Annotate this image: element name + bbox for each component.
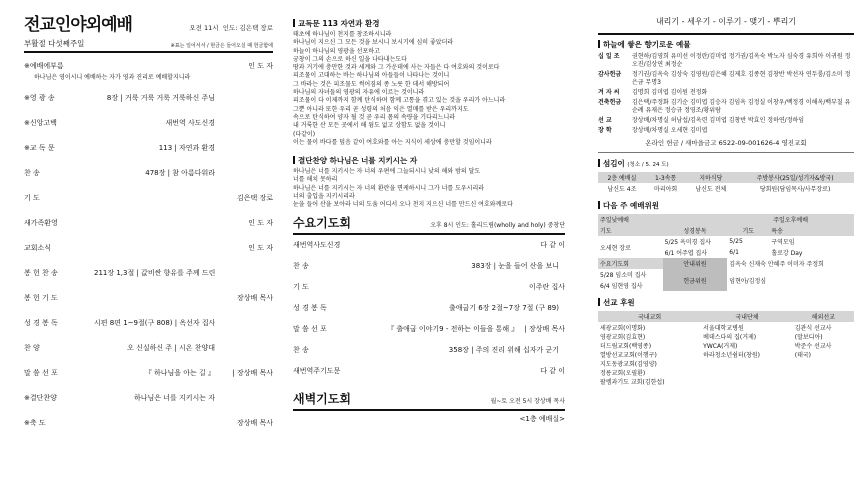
order-detail: 출애굽기 6장 2절~7장 7절 (구 89) (448, 304, 559, 313)
order-detail: 새번역 사도신경 (165, 118, 215, 127)
order-row (24, 85, 273, 110)
offering-title: 하늘에 쌓은 향기로운 예물 (598, 39, 854, 50)
order-leader: 이주란 집사 (528, 283, 565, 292)
mission-item: 하라청소년쉼터(창원) (703, 352, 761, 359)
offering-label: 건축헌금 (598, 99, 622, 106)
offering-label: 십 일 조 (598, 53, 620, 60)
mission-item: 영광교회(김효현) (600, 334, 646, 341)
order-leader: 장상배 목사 (236, 418, 273, 427)
order-label: ※교 독 문 (24, 143, 55, 152)
order-label: ※축 도 (24, 418, 46, 427)
mission-item: 베데스다의 집(거제) (703, 334, 757, 341)
mission-item: (말보디아) (794, 334, 823, 341)
order-leader: 다 같 이 (540, 367, 565, 376)
mission-item: 박준수 선교사 (794, 343, 832, 350)
lyric-line: 너의 출입을 지키시리라 (293, 193, 355, 201)
order-label: 성 경 봉 독 (24, 318, 58, 327)
order-leader: 인 도 자 (248, 218, 273, 227)
mission-item: 김관식 선교사 (794, 325, 832, 332)
order-detail: 시편 8편 1~9절(구 808) | 옥선자 집사 (94, 318, 215, 327)
offering-names: 김명희 김미엽 김이원 전정화 (632, 89, 708, 96)
wednesday-meta: 오후 8시 인도: 홀리드림(wholly and holy) 중창단 (430, 221, 565, 229)
order-row (24, 260, 273, 285)
order-leader: 장상배 목사 (236, 293, 273, 302)
offering-names: 장상배/차명실 허남섭/김옥련 김미엽 김창반 박효인 정하연/정하임 (632, 117, 805, 124)
reading-line: 태초에 하나님이 천지를 창조하시니라 (293, 31, 392, 38)
offering-row (598, 99, 854, 115)
standing-note: ※표는 일어서서 / 현금은 들어오실 때 헌금함에 (170, 43, 273, 49)
mission-col (701, 322, 793, 387)
church-motto: 내리기 - 세우기 - 이루기 - 맺기 - 뿌리기 (655, 17, 797, 26)
order-leader: 인 도 자 (248, 61, 273, 70)
order-leader: 인 도 자 (248, 243, 273, 252)
reading-line: 그뿐 아니라 또한 우리 곧 성령의 처음 익은 열매를 받은 우리까지도 (293, 105, 469, 113)
order-label: 찬 송 (293, 346, 309, 355)
mission-item: 더드림교회(백영종) (600, 343, 652, 350)
offering-names: 장상배/차명실 오세현 김미엽 (632, 127, 708, 134)
servers-table (598, 172, 854, 194)
servers-title: 섬김이 (청소 / 5. 24 도) (598, 158, 854, 169)
server-cell: 마리아회 (654, 186, 678, 193)
order-label: 찬 송 (24, 168, 40, 177)
order-detail: 478장 | 참 아름다워라 (145, 168, 215, 177)
order-detail: 오 신실하신 주 | 시온 찬양대 (127, 343, 215, 352)
server-cell: 당회원(담임목사/사무장로) (759, 186, 831, 193)
service-header (24, 10, 273, 35)
offering-label: 겨 자 씨 (598, 89, 620, 96)
order-row (24, 335, 273, 360)
order-label: 말 씀 선 포 (24, 368, 58, 377)
wednesday-title: 수요기도회 (293, 215, 351, 230)
server-head: 주방봉사(25일/성기자&방국) (756, 175, 834, 182)
reading-line: 그 바라는 것은 피조물도 썩어짐의 종 노릇 한 데서 해방되어 (293, 80, 450, 88)
order-detail: 『 하나님을 아는 길 』 (144, 368, 215, 377)
next-week-table: 주일낮예배 주일오후예배 기도 성경봉독 기도 특송 오세현 장로 5/25 옥미경 집사 5/25 구역모임 6/1 어주엽 집사 6/1 홀로강 Day 수요기도회 안내위원 김옥숙 신재숙 안혜주 이미자 주정희 5/28 임소미 집사 헌금위원 임현아/김정심 6/4 임현영 집사 (598, 214, 854, 291)
left-column (0, 0, 283, 481)
order-label: 새번역사도신경 (293, 241, 341, 250)
decision-song-lyrics (293, 168, 565, 209)
responsive-reading-title: 교독문 113 자연과 환경 (293, 18, 565, 29)
order-row (24, 410, 273, 435)
order-leader: 김은택 장로 (236, 193, 273, 202)
reading-line: 궁창이 그의 손으로 하신 일을 나타내는도다 (293, 55, 407, 63)
order-label: 기 도 (293, 283, 309, 292)
order-label: 말 씀 선 포 (293, 325, 327, 334)
wed-order-row (293, 298, 565, 319)
lyric-line: 눈을 들어 산을 보아라 너의 도움 어디서 오나 천지 지으신 너를 만드신 여호와께로다 (293, 201, 513, 209)
order-leader: | 장상배 목사 (232, 368, 273, 377)
offering-label: 감사헌금 (598, 71, 622, 78)
order-label: 성 경 봉 독 (293, 304, 327, 313)
call-to-worship-verse: 하나님은 영이시니 예배하는 자가 영과 진리로 예배할지니라 (34, 74, 191, 81)
order-label: ※결단찬양 (24, 393, 57, 402)
offering-names: 정기권/김옥숙 김상숙 김영원/김은혜 김제호 김종현 김창반 박선자 연두룸/김소미 정은금 무명3 (632, 71, 851, 86)
order-label: ※신앙고백 (24, 118, 57, 127)
order-row (24, 110, 273, 135)
order-row (24, 135, 273, 160)
dawn-header (293, 390, 565, 407)
offering-list (598, 53, 854, 135)
online-offering: 온라인 헌금 / 새마을금고 6522-09-001626-4 영진교회 (645, 139, 807, 147)
dawn-meta: 월~토 오전 5시 장상배 목사 (490, 397, 565, 405)
order-label: ※영 광 송 (24, 93, 55, 102)
order-row (24, 360, 273, 385)
reading-line: 땅과 거기에 충만한 것과 세계와 그 가운데에 사는 자들은 다 여호와의 것이로다 (293, 64, 500, 72)
right-column (590, 0, 860, 481)
order-leader: | 장상배 목사 (524, 325, 565, 334)
lyric-line: 하나님은 너를 지키시는 자 너의 환란을 면케하시니 그가 너를 도우시리라 (293, 184, 485, 192)
dawn-place: <1층 예배실> (519, 414, 565, 423)
service-leader: 인도: 김은택 장로 (222, 24, 273, 32)
mission-item: (태국) (794, 352, 812, 359)
next-prayer-name: 오세현 장로 (600, 244, 631, 252)
wed-order-row (293, 256, 565, 277)
mission-title: 선교 후원 (598, 297, 854, 308)
order-detail: 211장 1,3절 | 값비싼 향유를 주께 드린 (94, 268, 215, 277)
reading-line: 내 거룩한 산 모든 곳에서 해 됨도 없고 상함도 없을 것이니 (293, 122, 446, 130)
decision-song-title: 결단찬양 하나님은 너를 지키시는 자 (293, 155, 565, 166)
wednesday-header (293, 214, 565, 231)
responsive-reading (293, 31, 565, 147)
order-leader: 다 같 이 (540, 241, 565, 250)
offering-names: 김은택/주정화 김기순 김미엽 김승자 김임옥 김정실 이창우/백정경 이해옥/백부칠 유순례 유재은 정승규 정영조/황위람 (632, 99, 851, 114)
mission-item: 팔렘과기도 교회(김한섭) (600, 379, 665, 386)
page-title: 전교인야외예배 (24, 15, 132, 35)
order-label: 봉 헌 찬 송 (24, 268, 58, 277)
reading-line: 하늘이 하나님의 영광을 선포하고 (293, 47, 380, 55)
mission-head: 해외선교 (811, 314, 835, 321)
next-week-title: 다음 주 예배위원 (598, 200, 854, 211)
wed-order-row (293, 235, 565, 256)
mission-item: 세광교회(이명화) (600, 325, 646, 332)
mission-col (793, 322, 854, 387)
order-detail: 113 | 자연과 환경 (158, 143, 215, 152)
wed-order-row (293, 277, 565, 298)
offering-names: 권현하/김영희 유미선 이정란/김미엽 정기권/김옥숙 박노자 심숙경 유희아 이귀원 정오진/김상연 최정순 (632, 53, 851, 68)
wed-order-row (293, 319, 565, 340)
mission-item: 열방선교교회(이행구) (600, 352, 657, 359)
order-label: 봉 헌 기 도 (24, 293, 58, 302)
mission-item: 지도동광교회(김영양) (600, 361, 657, 368)
order-row (24, 385, 273, 410)
server-head: 지하식당 (699, 175, 723, 182)
order-row (24, 285, 273, 310)
order-label: 교회소식 (24, 243, 52, 252)
order-detail: 8장 | 거룩 거룩 거룩 거룩하신 주님 (106, 93, 215, 102)
server-cell: 남신도 4조 (607, 186, 637, 193)
reading-line: 하나님이 지으신 그 모든 것을 보시니 보시기에 심히 좋았더라 (293, 39, 454, 47)
order-label: 새번역주기도문 (293, 367, 341, 376)
order-row (24, 185, 273, 210)
mission-item: 정릉교회(오필환) (600, 370, 646, 377)
order-label: ※예배에부름 (24, 61, 64, 70)
wed-order-row (293, 340, 565, 361)
reading-line: 속으로 탄식하여 양자 될 것 곧 우리 몸의 속량을 기다리느니라 (293, 113, 456, 121)
server-cell: 남신도 전체 (695, 186, 727, 193)
mission-head: 국내단체 (735, 314, 759, 321)
order-of-worship (24, 53, 273, 435)
order-detail: 『 출애굽 이야기9 - 전하는 이들을 통해 』 (387, 325, 519, 334)
dawn-title: 새벽기도회 (293, 391, 351, 406)
offering-row (598, 127, 854, 135)
offering-row (598, 89, 854, 97)
order-row (24, 235, 273, 260)
order-label: 찬 송 (293, 262, 309, 271)
lyric-line: 하나님은 너를 지키시는 자 너의 우편에 그늘되시니 낮의 해와 밤의 달도 (293, 168, 481, 176)
offering-row (598, 53, 854, 69)
order-detail: 358장 | 주의 진리 위해 십자가 군기 (448, 346, 559, 355)
mission-col (598, 322, 701, 387)
middle-column (285, 0, 575, 481)
order-row (24, 210, 273, 235)
mission-head: 국내교회 (637, 314, 662, 321)
week-label: 부활절 다섯째주일 (24, 39, 85, 48)
mission-item: 서울대학교병원 (703, 325, 744, 332)
reading-line: 이는 물이 바다를 덮음 같이 여호와를 아는 지식이 세상에 충만할 것임이니라 (293, 138, 492, 146)
reading-line: (다같이) (293, 130, 316, 138)
order-label: 새가족환영 (24, 218, 58, 227)
reading-line: 피조물이 고대하는 바는 하나님의 아들들이 나타나는 것이니 (293, 72, 450, 80)
lyric-line: 너를 해치 못하리 (293, 176, 338, 184)
server-head: 1-3속통 (654, 175, 677, 182)
wed-order-row (293, 361, 565, 382)
order-label: 찬 양 (24, 343, 40, 352)
wednesday-order (293, 235, 565, 382)
offering-row (598, 71, 854, 87)
mission-table (598, 311, 854, 387)
reading-line: 피조물이 다 이제까지 함께 탄식하며 함께 고통을 겪고 있는 것을 우리가 아느니라 (293, 97, 506, 105)
reading-line: 하나님의 자녀들의 영광의 자유에 이르는 것이니라 (293, 89, 425, 97)
order-label: 기 도 (24, 193, 40, 202)
order-detail: 383장 | 눈을 들어 산을 보니 (471, 262, 559, 271)
mission-item: YWCA(거제) (703, 343, 738, 350)
service-time: 오전 11시 (189, 24, 219, 32)
server-head: 2층 예배실 (607, 175, 637, 182)
order-row (24, 160, 273, 185)
order-row (24, 310, 273, 335)
order-detail: 하나님은 너를 지키시는 자 (133, 393, 215, 402)
offering-label: 선 교 (598, 117, 612, 124)
offering-row (598, 117, 854, 125)
offering-label: 장 학 (598, 127, 612, 134)
